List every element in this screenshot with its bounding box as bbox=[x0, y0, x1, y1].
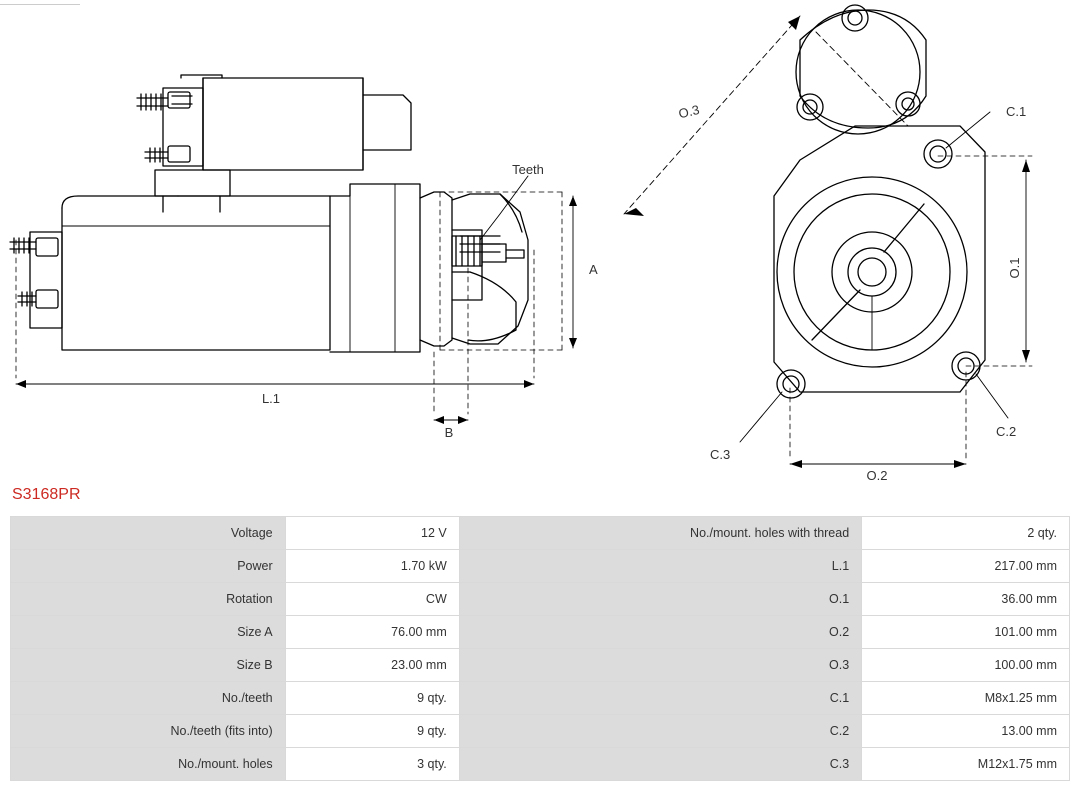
spec-value: 36.00 mm bbox=[862, 583, 1070, 616]
spec-value: 101.00 mm bbox=[862, 616, 1070, 649]
table-row bbox=[11, 649, 1070, 682]
label-c1: C.1 bbox=[1006, 104, 1027, 119]
spec-value: 76.00 mm bbox=[285, 616, 459, 649]
label-o1: O.1 bbox=[1007, 257, 1022, 279]
label-o2: O.2 bbox=[866, 468, 888, 480]
spec-label: Size B bbox=[11, 649, 286, 682]
spec-label: Size A bbox=[11, 616, 286, 649]
label-teeth: Teeth bbox=[512, 162, 544, 177]
spec-label: O.2 bbox=[459, 616, 861, 649]
spec-label: No./mount. holes with thread bbox=[459, 517, 861, 550]
specifications-table bbox=[10, 516, 1070, 781]
table-row bbox=[11, 616, 1070, 649]
spec-value: 3 qty. bbox=[285, 748, 459, 781]
spec-value: M8x1.25 mm bbox=[862, 682, 1070, 715]
label-c2: C.2 bbox=[996, 424, 1017, 439]
label-o3: O.3 bbox=[677, 101, 701, 122]
table-row bbox=[11, 550, 1070, 583]
spec-label: C.3 bbox=[459, 748, 861, 781]
front-view-drawing bbox=[624, 5, 1032, 468]
spec-value: 9 qty. bbox=[285, 715, 459, 748]
spec-label: C.2 bbox=[459, 715, 861, 748]
spec-label: No./teeth (fits into) bbox=[11, 715, 286, 748]
spec-label: L.1 bbox=[459, 550, 861, 583]
spec-label: O.3 bbox=[459, 649, 861, 682]
label-size-b: B bbox=[444, 425, 454, 440]
label-size-a: A bbox=[589, 262, 598, 277]
spec-value: M12x1.75 mm bbox=[862, 748, 1070, 781]
spec-value: 100.00 mm bbox=[862, 649, 1070, 682]
spec-value: 217.00 mm bbox=[862, 550, 1070, 583]
spec-label: Rotation bbox=[11, 583, 286, 616]
spec-value: 2 qty. bbox=[862, 517, 1070, 550]
label-c3: C.3 bbox=[710, 447, 731, 462]
spec-value: 1.70 kW bbox=[285, 550, 459, 583]
table-row bbox=[11, 583, 1070, 616]
spec-label: No./mount. holes bbox=[11, 748, 286, 781]
spec-value: 13.00 mm bbox=[862, 715, 1070, 748]
table-row bbox=[11, 748, 1070, 781]
table-row bbox=[11, 715, 1070, 748]
label-length-l1: L.1 bbox=[261, 391, 281, 406]
spec-label: Power bbox=[11, 550, 286, 583]
part-number: S3168PR bbox=[12, 486, 81, 503]
spec-label: O.1 bbox=[459, 583, 861, 616]
spec-value: 23.00 mm bbox=[285, 649, 459, 682]
spec-label: C.1 bbox=[459, 682, 861, 715]
table-row bbox=[11, 517, 1070, 550]
spec-label: No./teeth bbox=[11, 682, 286, 715]
spec-label: Voltage bbox=[11, 517, 286, 550]
spec-value: CW bbox=[285, 583, 459, 616]
spec-value: 12 V bbox=[285, 517, 459, 550]
side-view-drawing bbox=[10, 75, 577, 424]
table-row bbox=[11, 682, 1070, 715]
spec-value: 9 qty. bbox=[285, 682, 459, 715]
